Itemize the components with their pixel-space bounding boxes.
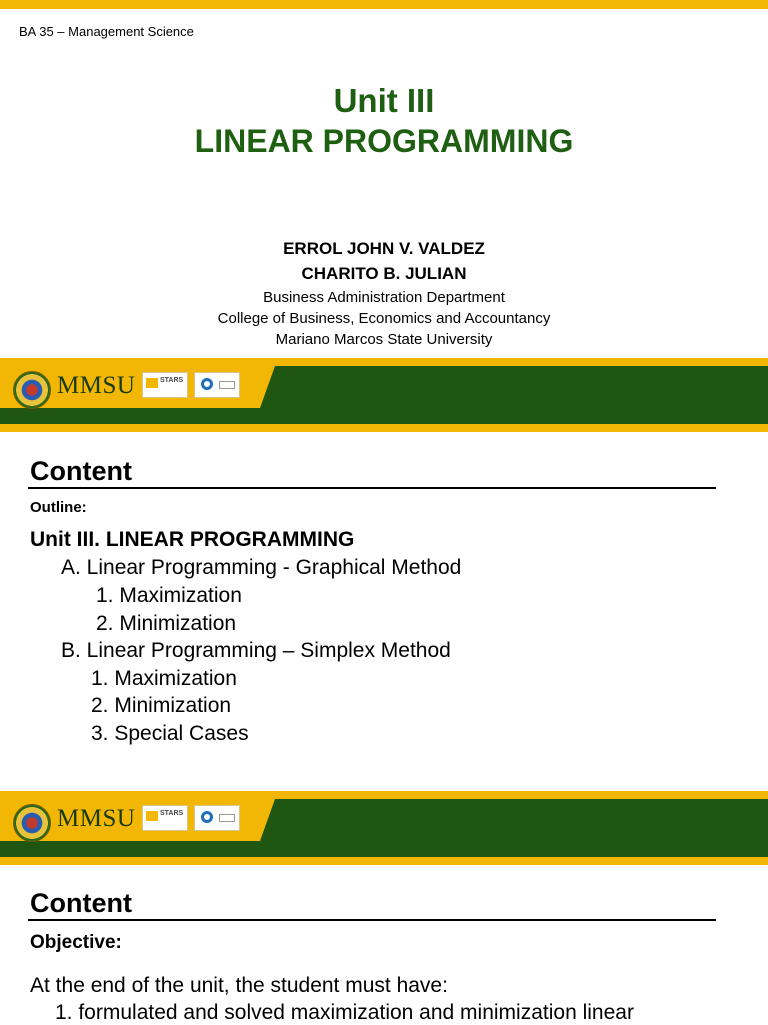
heading-underline: [28, 487, 716, 489]
accreditation-badge: [194, 372, 240, 398]
brand-band: [0, 358, 768, 432]
author-1: ERROL JOHN V. VALDEZ: [283, 239, 485, 258]
content-heading: Content: [30, 456, 132, 486]
brand-band: [0, 791, 768, 865]
outline-item: B. Linear Programming – Simplex Method: [61, 639, 451, 662]
outline-item: 1. Maximization: [91, 667, 237, 690]
university-seal-icon: [13, 371, 51, 409]
outline-item: 3. Special Cases: [91, 722, 249, 745]
brand-logo-text: MMSU: [57, 372, 136, 399]
accreditation-badge: [194, 805, 240, 831]
heading-underline: [28, 919, 716, 921]
stars-badge: [142, 372, 188, 398]
outline-unit: Unit III. LINEAR PROGRAMMING: [30, 528, 355, 551]
stars-badge: [142, 805, 188, 831]
stars-badge-label: STARS: [160, 377, 184, 384]
accreditation-ring-icon: [201, 378, 213, 390]
affiliation-dept: Business Administration Department: [263, 289, 505, 306]
university-seal-icon: [13, 804, 51, 842]
accreditation-tag-icon: [219, 381, 235, 389]
content-heading: Content: [30, 888, 132, 918]
author-2: CHARITO B. JULIAN: [301, 264, 467, 283]
objective-intro: At the end of the unit, the student must have:: [30, 974, 448, 997]
stars-badge-icon: [146, 378, 158, 388]
unit-title: Unit III: [333, 82, 435, 119]
outline-item: 2. Minimization: [96, 612, 237, 635]
stars-badge-icon: [146, 811, 158, 821]
unit-subtitle: LINEAR PROGRAMMING: [194, 123, 574, 159]
affiliation-university: Mariano Marcos State University: [275, 331, 493, 348]
brand-logo-text: MMSU: [57, 805, 136, 832]
accreditation-ring-icon: [201, 811, 213, 823]
outline-label: Outline:: [30, 499, 87, 516]
affiliation-college: College of Business, Economics and Accountancy: [217, 310, 551, 327]
objective-item: 1. formulated and solved maximization and minimization linear: [55, 1001, 634, 1024]
course-label: BA 35 – Management Science: [19, 24, 194, 39]
outline-item: 2. Minimization: [91, 694, 232, 717]
outline-item: 1. Maximization: [96, 584, 242, 607]
accreditation-tag-icon: [219, 814, 235, 822]
objective-label: Objective:: [30, 932, 122, 953]
top-accent-bar: [0, 0, 768, 9]
stars-badge-label: STARS: [160, 810, 184, 817]
outline-item: A. Linear Programming - Graphical Method: [61, 556, 462, 579]
